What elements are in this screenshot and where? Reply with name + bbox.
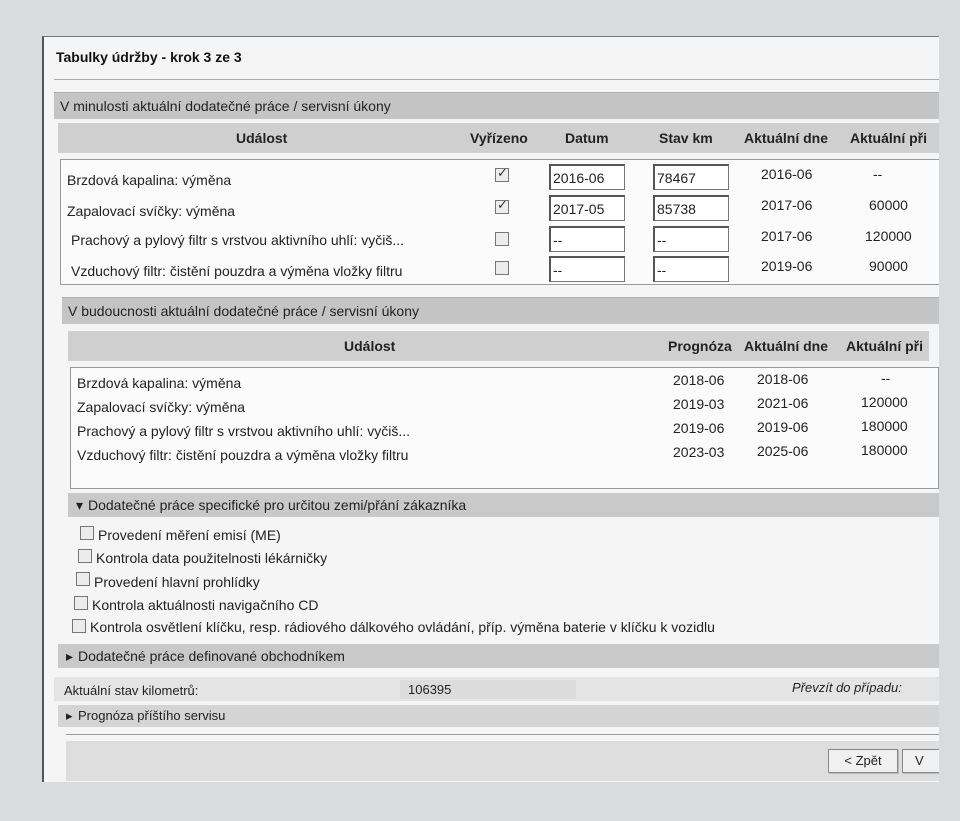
country-item-1-label: Provedení měření emisí (ME) xyxy=(98,527,281,543)
future-row-2-forecast: 2019-03 xyxy=(673,396,725,412)
future-table-header xyxy=(68,331,929,361)
col-current-at: Aktuální při xyxy=(846,338,924,354)
footer-divider xyxy=(66,734,939,735)
maintenance-window xyxy=(42,36,939,782)
next-service-title: Prognóza příštího servisu xyxy=(78,708,226,723)
chevron-right-icon: ▸ xyxy=(66,708,73,723)
country-item-2-label: Kontrola data použitelnosti lékárničky xyxy=(96,550,328,566)
future-row-4-forecast: 2023-03 xyxy=(673,444,725,460)
mileage-label: Aktuální stav kilometrů: xyxy=(64,683,199,698)
country-item-5-label: Kontrola osvětlení klíčku, resp. rádiového dálkového ovládání, příp. výměna baterie v klíčku k vozidlu xyxy=(90,619,715,635)
future-row-1-event: Brzdová kapalina: výměna xyxy=(77,375,242,391)
past-row-3-event: Prachový a pylový filtr s vrstvou aktivního uhlí: vyčiš... xyxy=(71,232,405,248)
future-row-1-forecast: 2018-06 xyxy=(673,372,725,388)
past-row-3-at: 120000 xyxy=(865,228,912,244)
country-item-1-checkbox[interactable] xyxy=(80,526,94,540)
col-date: Datum xyxy=(565,130,609,146)
col-event: Událost xyxy=(344,338,396,354)
col-current-at: Aktuální při xyxy=(850,130,928,146)
col-km: Stav km xyxy=(659,130,713,146)
country-item-5-checkbox[interactable] xyxy=(72,619,86,633)
col-forecast: Prognóza xyxy=(668,338,732,354)
col-current-due: Aktuální dne xyxy=(744,130,829,146)
past-table-body xyxy=(60,159,939,285)
chevron-right-icon: ▸ xyxy=(66,648,74,664)
future-table-body xyxy=(70,367,939,489)
past-row-4-due: 2019-06 xyxy=(761,258,813,274)
back-button[interactable]: < Zpět xyxy=(828,749,898,773)
future-row-1-due: 2018-06 xyxy=(757,371,809,387)
country-item-4-checkbox[interactable] xyxy=(74,596,88,610)
past-row-1-at: -- xyxy=(873,166,883,182)
future-row-4-due: 2025-06 xyxy=(757,443,809,459)
past-row-1-done-checkbox[interactable] xyxy=(495,168,509,182)
past-row-2-done-checkbox[interactable] xyxy=(495,200,509,214)
past-row-3-done-checkbox[interactable] xyxy=(495,232,509,246)
dealer-section-title: Dodatečné práce definované obchodníkem xyxy=(78,648,345,664)
future-row-4-event: Vzduchový filtr: čistění pouzdra a výměna vložky filtru xyxy=(77,447,409,463)
past-row-4-km-input[interactable] xyxy=(653,256,729,282)
window-title: Tabulky údržby - krok 3 ze 3 xyxy=(56,49,242,65)
past-row-1-due: 2016-06 xyxy=(761,166,813,182)
dealer-section-header[interactable] xyxy=(58,644,939,668)
future-row-2-due: 2021-06 xyxy=(757,395,809,411)
next-service-section-header[interactable] xyxy=(58,705,939,727)
country-item-3-label: Provedení hlavní prohlídky xyxy=(94,574,260,590)
country-section-header[interactable] xyxy=(68,493,939,517)
mileage-value: 106395 xyxy=(408,682,452,697)
future-section-header: V budoucnosti aktuální dodatečné práce / servisní úkony xyxy=(62,297,939,324)
past-row-2-date-input[interactable] xyxy=(549,195,625,221)
country-item-2-checkbox[interactable] xyxy=(78,549,92,563)
past-row-3-km-input[interactable] xyxy=(653,226,729,252)
col-done: Vyřízeno xyxy=(470,130,528,146)
future-row-4-at: 180000 xyxy=(861,442,908,458)
country-item-3-checkbox[interactable] xyxy=(76,572,90,586)
past-row-1-event: Brzdová kapalina: výměna xyxy=(67,172,232,188)
future-row-3-event: Prachový a pylový filtr s vrstvou aktivního uhlí: vyčiš... xyxy=(77,423,411,439)
past-row-4-date-input[interactable] xyxy=(549,256,625,282)
past-row-2-due: 2017-06 xyxy=(761,197,813,213)
past-row-2-at: 60000 xyxy=(869,197,908,213)
past-row-3-date-input[interactable] xyxy=(549,226,625,252)
past-row-2-event: Zapalovací svíčky: výměna xyxy=(67,203,236,219)
title-divider xyxy=(54,79,939,80)
future-row-3-forecast: 2019-06 xyxy=(673,420,725,436)
past-row-4-event: Vzduchový filtr: čistění pouzdra a výměna vložky filtru xyxy=(71,263,403,279)
past-section-header: V minulosti aktuální dodatečné práce / servisní úkony xyxy=(54,92,939,119)
past-row-2-km-input[interactable] xyxy=(653,195,729,221)
col-current-due: Aktuální dne xyxy=(744,338,829,354)
past-row-1-km-input[interactable] xyxy=(653,164,729,190)
future-row-2-event: Zapalovací svíčky: výměna xyxy=(77,399,246,415)
past-table-header xyxy=(58,123,939,153)
next-button[interactable]: V xyxy=(902,749,939,773)
col-event: Událost xyxy=(236,130,288,146)
past-row-3-due: 2017-06 xyxy=(761,228,813,244)
footer-bar xyxy=(66,741,939,781)
past-row-4-at: 90000 xyxy=(869,258,908,274)
future-row-3-at: 180000 xyxy=(861,418,908,434)
country-section-title: Dodatečné práce specifické pro určitou zemi/přání zákazníka xyxy=(88,497,467,513)
country-item-4-label: Kontrola aktuálnosti navigačního CD xyxy=(92,597,319,613)
future-row-2-at: 120000 xyxy=(861,394,908,410)
past-row-4-done-checkbox[interactable] xyxy=(495,261,509,275)
past-row-1-date-input[interactable] xyxy=(549,164,625,190)
chevron-down-icon: ▾ xyxy=(76,497,84,513)
take-over-label: Převzít do případu: xyxy=(792,680,902,695)
future-row-1-at: -- xyxy=(881,370,891,386)
future-row-3-due: 2019-06 xyxy=(757,419,809,435)
